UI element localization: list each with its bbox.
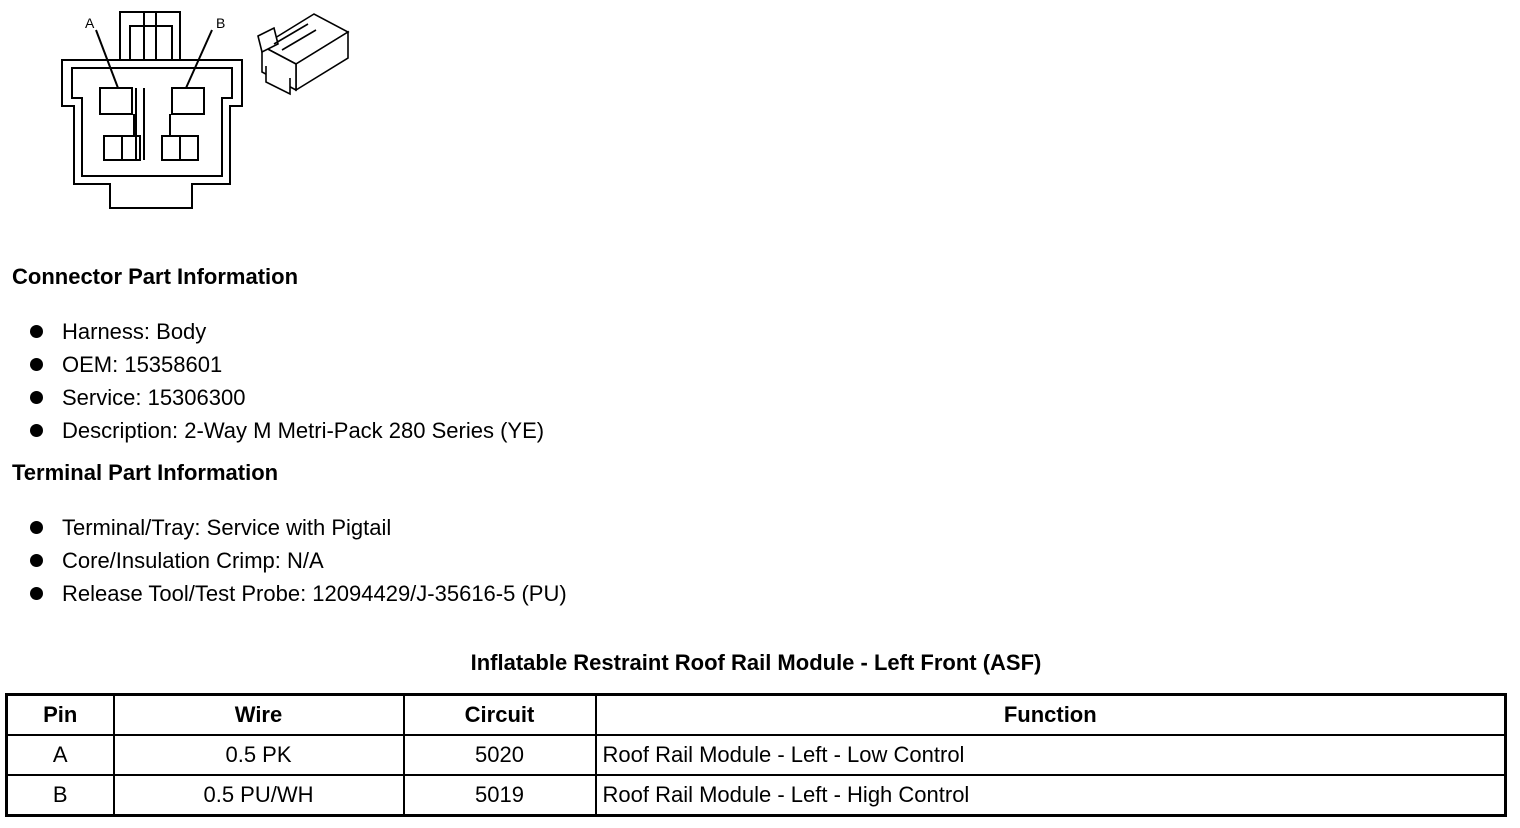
table-header-row [7, 695, 1506, 736]
list-item [28, 383, 544, 416]
list-item-text: Release Tool/Test Probe: 12094429/J-35616-5 (PU) [62, 581, 567, 606]
cell-wire: 0.5 PU/WH [114, 775, 404, 816]
list-item-text: Terminal/Tray: Service with Pigtail [62, 515, 392, 540]
terminal-info-list [28, 513, 567, 612]
bullet-icon [30, 358, 43, 371]
connector-info-title: Connector Part Information [12, 264, 299, 289]
terminal-info-title: Terminal Part Information [12, 460, 279, 485]
header-circuit: Circuit [404, 695, 596, 736]
list-item [28, 513, 567, 546]
connector-housing [62, 60, 242, 208]
connector-3d-view [258, 14, 348, 94]
pinout-table [5, 693, 1507, 817]
list-item-text: OEM: 15358601 [62, 352, 223, 377]
table-row [7, 735, 1506, 775]
list-item [28, 416, 544, 449]
header-pin: Pin [7, 695, 114, 736]
table-row [7, 775, 1506, 816]
list-item [28, 579, 567, 612]
cell-circuit: 5020 [404, 735, 596, 775]
cell-function: Roof Rail Module - Left - Low Control [596, 735, 1506, 775]
list-item [28, 317, 544, 350]
connector-info-list [28, 317, 544, 449]
table-title: Inflatable Restraint Roof Rail Module - Left Front (ASF) [470, 650, 1042, 675]
pin-label-b: B [216, 15, 226, 31]
list-item-text: Service: 15306300 [62, 385, 246, 410]
cell-wire: 0.5 PK [114, 735, 404, 775]
connector-diagram [52, 2, 362, 214]
bullet-icon [30, 554, 43, 567]
cavity-a [100, 88, 132, 114]
list-item-text: Harness: Body [62, 319, 207, 344]
list-item-text: Core/Insulation Crimp: N/A [62, 548, 324, 573]
bullet-icon [30, 424, 43, 437]
cell-function: Roof Rail Module - Left - High Control [596, 775, 1506, 816]
pin-label-a: A [85, 15, 95, 31]
header-wire: Wire [114, 695, 404, 736]
list-item [28, 350, 544, 383]
cavity-b [172, 88, 204, 114]
bullet-icon [30, 521, 43, 534]
cell-pin: B [7, 775, 114, 816]
list-item-text: Description: 2-Way M Metri-Pack 280 Series (YE) [62, 418, 545, 443]
list-item [28, 546, 567, 579]
bullet-icon [30, 391, 43, 404]
bullet-icon [30, 325, 43, 338]
bullet-icon [30, 587, 43, 600]
cell-pin: A [7, 735, 114, 775]
header-function: Function [596, 695, 1506, 736]
cell-circuit: 5019 [404, 775, 596, 816]
